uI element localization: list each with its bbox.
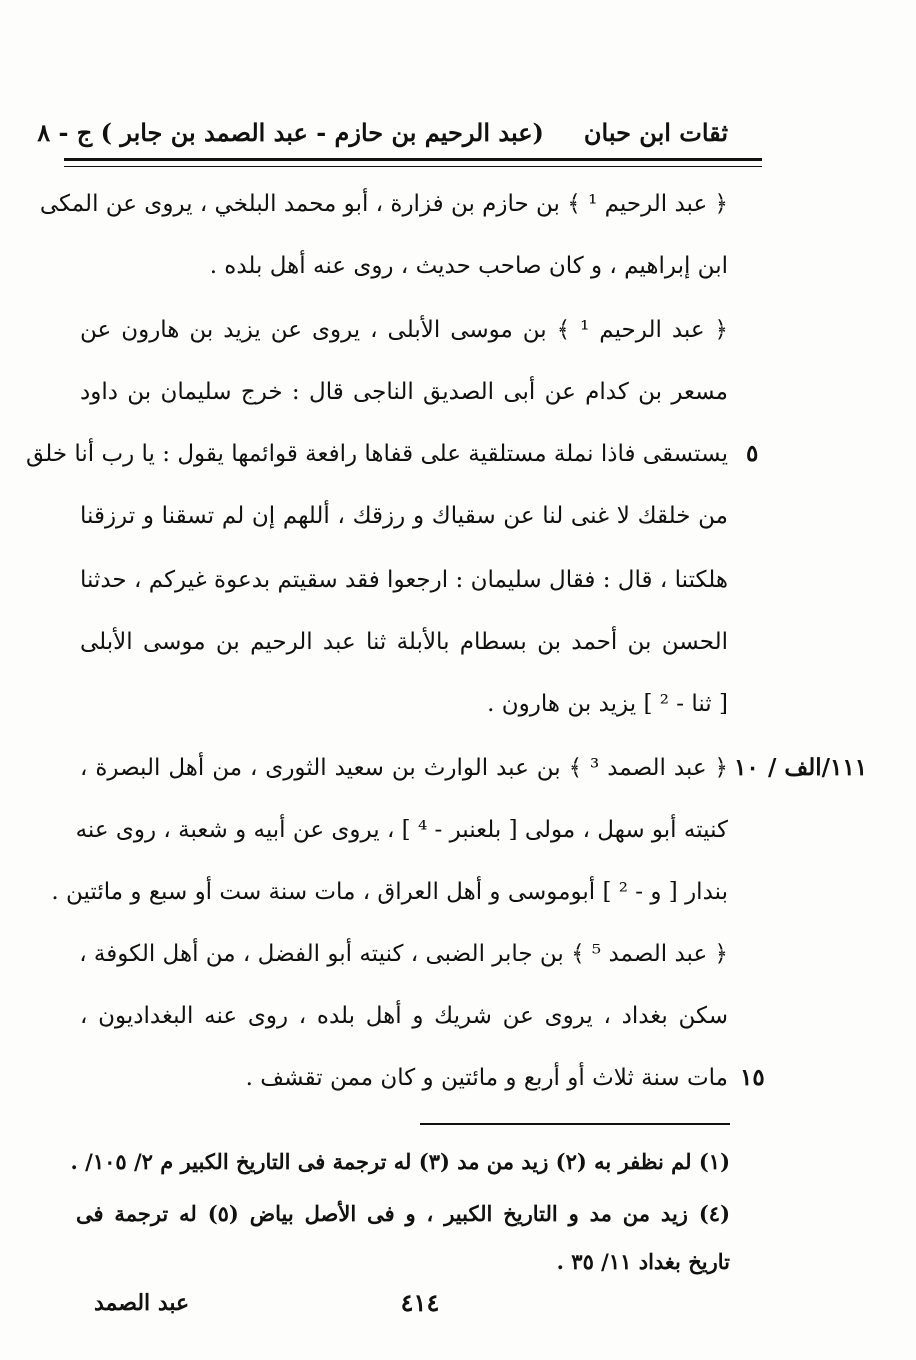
folio-marker: ١١١/الف / (768, 754, 868, 781)
text-line: ﴿ عبد الصمد ³ ﴾ بن عبد الوارث بن سعيد الثورى ، من أهل البصرة ، (80, 755, 728, 781)
page-number: ٤١٤ (400, 1288, 440, 1317)
text-line: ﴿ عبد الصمد ⁵ ﴾ بن جابر الضبى ، كنيته أبو الفضل ، من أهل الكوفة ، (79, 941, 728, 967)
text-line: [ ثنا - ² ] يزيد بن هارون . (487, 691, 728, 717)
text-line: سكن بغداد ، يروى عن شريك و أهل بلده ، روى عنه البغداديون ، (80, 1003, 728, 1029)
text-line: الحسن بن أحمد بن بسطام بالأبلة ثنا عبد الرحيم بن موسى الأبلى (80, 629, 728, 655)
text-line: ﴿ عبد الرحيم ¹ ﴾ بن حازم بن فزارة ، أبو محمد البلخي ، يروى عن المكى (39, 191, 728, 217)
text-line: ﴿ عبد الرحيم ¹ ﴾ بن موسى الأبلى ، يروى عن يزيد بن هارون عن (80, 317, 728, 343)
line-number-5: ٥ (746, 440, 759, 467)
header-rule-thin (64, 166, 762, 167)
catchword: عبد الصمد (94, 1290, 190, 1316)
running-header (37, 112, 728, 152)
header-rule-thick (64, 158, 762, 161)
section-range: (عبد الرحيم بن حازم - عبد الصمد بن جابر ) ج - ٨ (37, 117, 544, 147)
book-title: ثقات ابن حبان (583, 117, 728, 147)
line-number-15: ١٥ (740, 1064, 765, 1091)
text-line: بندار [ و - ² ] أبوموسى و أهل العراق ، مات سنة ست أو سبع و مائتين . (51, 879, 728, 905)
footnote-line: (١) لم نظفر به (٢) زيد من مد (٣) له ترجمة فى التاريخ الكبير م ٢/ ١٠٥/ . (70, 1149, 730, 1174)
footnote-line: (٤) زيد من مد و التاريخ الكبير ، و فى الأصل بياض (٥) له ترجمة فى (76, 1201, 730, 1226)
text-line: مسعر بن كدام عن أبى الصديق الناجى قال : خرج سليمان بن داود (80, 379, 728, 405)
text-line: من خلقك لا غنى لنا عن سقياك و رزقك ، أللهم إن لم تسقنا و ترزقنا (80, 503, 728, 529)
text-line: يستسقى فاذا نملة مستلقية على قفاها رافعة قوائمها يقول : يا رب أنا خلق (26, 441, 728, 467)
text-line: هلكتنا ، قال : فقال سليمان : ارجعوا فقد سقيتم بدعوة غيركم ، حدثنا (80, 567, 728, 593)
text-line: ابن إبراهيم ، و كان صاحب حديث ، روى عنه أهل بلده . (209, 253, 728, 279)
text-line: كنيته أبو سهل ، مولى [ بلعنبر - ⁴ ] ، يروى عن أبيه و شعبة ، روى عنه (75, 817, 728, 843)
footnote-rule (420, 1123, 730, 1125)
footnote-line: تاريخ بغداد ١١/ ٣٥ . (556, 1249, 730, 1274)
line-number-10: ١٠ (734, 754, 759, 781)
text-line: مات سنة ثلاث أو أربع و مائتين و كان ممن تقشف . (245, 1065, 728, 1091)
